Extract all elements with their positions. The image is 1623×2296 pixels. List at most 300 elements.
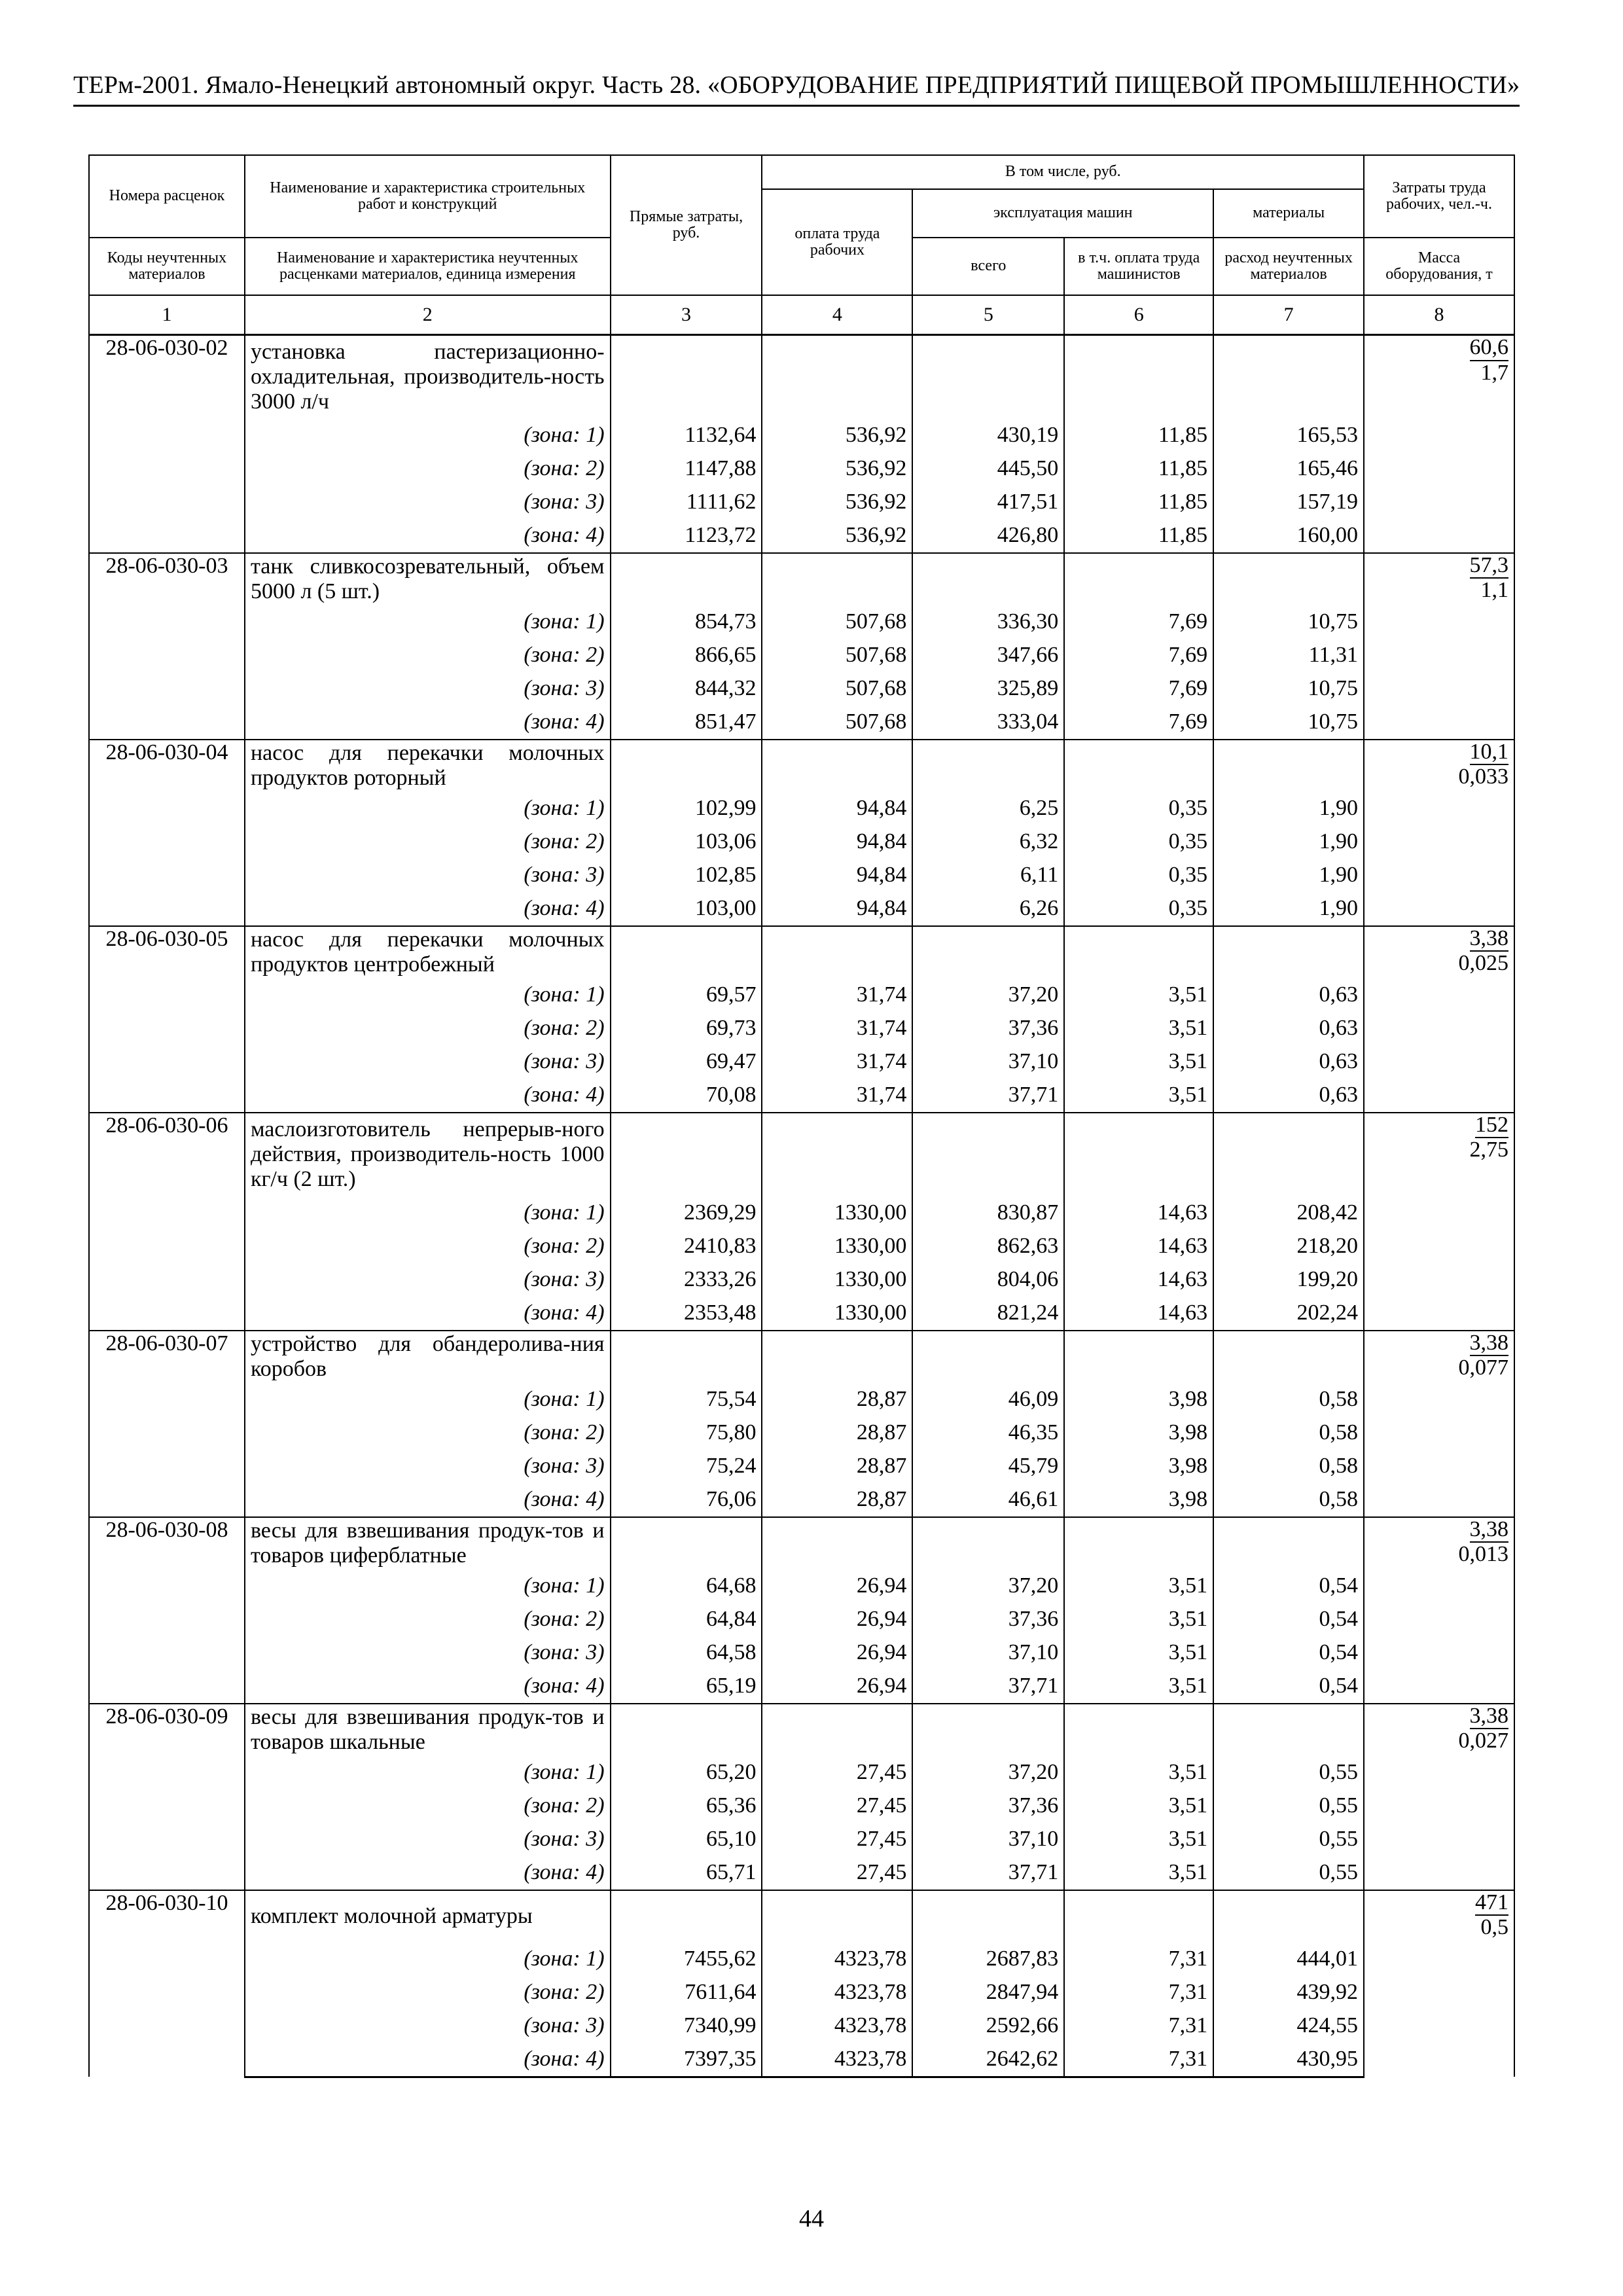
equipment-mass-value: 2,75 <box>1469 1138 1508 1162</box>
materials-usage-value: 10,75 <box>1213 672 1364 706</box>
rate-entry-row <box>89 553 1514 605</box>
machines-total-value: 2847,94 <box>912 1976 1064 2009</box>
worker-pay-value: 28,87 <box>762 1416 912 1450</box>
machinist-pay-value: 3,51 <box>1064 1856 1213 1890</box>
labor-mass-fraction <box>1364 1890 1514 2077</box>
zone-label: (зона: 1) <box>245 1570 611 1603</box>
machinist-pay-value: 0,35 <box>1064 792 1213 825</box>
materials-usage-value: 0,63 <box>1213 1012 1364 1045</box>
zone-label: (зона: 3) <box>245 486 611 519</box>
zone-label: (зона: 4) <box>245 1670 611 1704</box>
table-header <box>89 155 1514 335</box>
worker-pay-value: 536,92 <box>762 486 912 519</box>
col-equipment-mass-head: Масса оборудования, т <box>1364 238 1514 295</box>
worker-pay-value: 94,84 <box>762 792 912 825</box>
machinist-pay-value: 3,51 <box>1064 1603 1213 1636</box>
rate-code: 28-06-030-05 <box>89 926 245 1113</box>
direct-costs-value: 1147,88 <box>611 452 762 486</box>
materials-usage-value: 1,90 <box>1213 892 1364 926</box>
labor-costs-value: 10,1 <box>1470 740 1509 766</box>
direct-costs-value: 2333,26 <box>611 1263 762 1297</box>
machines-total-value: 336,30 <box>912 605 1064 639</box>
machinist-pay-value: 3,51 <box>1064 1570 1213 1603</box>
machinist-pay-value: 7,69 <box>1064 639 1213 672</box>
direct-costs-value: 7455,62 <box>611 1943 762 1976</box>
materials-usage-value: 202,24 <box>1213 1297 1364 1331</box>
machines-total-value: 46,09 <box>912 1383 1064 1416</box>
materials-usage-value: 0,54 <box>1213 1670 1364 1704</box>
labor-costs-value: 3,38 <box>1470 927 1509 952</box>
worker-pay-value: 27,45 <box>762 1756 912 1789</box>
machines-total-value: 37,71 <box>912 1079 1064 1113</box>
rate-entry-row <box>89 740 1514 792</box>
direct-costs-value: 851,47 <box>611 706 762 740</box>
direct-costs-value: 65,20 <box>611 1756 762 1789</box>
column-number: 8 <box>1364 295 1514 335</box>
col-materials-usage-head: расход неучтенных материалов <box>1213 238 1364 295</box>
column-number: 3 <box>611 295 762 335</box>
labor-mass-fraction <box>1364 1704 1514 1890</box>
zone-row <box>89 639 1514 672</box>
materials-usage-value: 439,92 <box>1213 1976 1364 2009</box>
worker-pay-value: 31,74 <box>762 1045 912 1079</box>
machinist-pay-value: 11,85 <box>1064 519 1213 553</box>
zone-label: (зона: 1) <box>245 978 611 1012</box>
rate-description: установка пастеризационно-охладительная, производитель-ность 3000 л/ч <box>245 335 611 419</box>
worker-pay-value: 536,92 <box>762 452 912 486</box>
zone-label: (зона: 3) <box>245 1823 611 1856</box>
direct-costs-value: 64,68 <box>611 1570 762 1603</box>
column-number: 6 <box>1064 295 1213 335</box>
zone-label: (зона: 4) <box>245 1483 611 1517</box>
zone-label: (зона: 1) <box>245 1196 611 1230</box>
rate-entry-row <box>89 926 1514 978</box>
zone-row <box>89 1670 1514 1704</box>
machinist-pay-value: 3,51 <box>1064 1823 1213 1856</box>
direct-costs-value: 76,06 <box>611 1483 762 1517</box>
column-number: 7 <box>1213 295 1364 335</box>
machines-total-value: 804,06 <box>912 1263 1064 1297</box>
machines-total-value: 6,26 <box>912 892 1064 926</box>
materials-usage-value: 0,55 <box>1213 1789 1364 1823</box>
zone-label: (зона: 1) <box>245 1756 611 1789</box>
equipment-mass-value: 1,1 <box>1480 578 1508 603</box>
zone-row <box>89 2043 1514 2077</box>
zone-row <box>89 825 1514 859</box>
materials-usage-value: 0,54 <box>1213 1570 1364 1603</box>
materials-usage-value: 0,55 <box>1213 1856 1364 1890</box>
machinist-pay-value: 3,51 <box>1064 1012 1213 1045</box>
zone-row <box>89 859 1514 892</box>
zone-row <box>89 1823 1514 1856</box>
rate-code: 28-06-030-09 <box>89 1704 245 1890</box>
direct-costs-value: 1123,72 <box>611 519 762 553</box>
rate-code: 28-06-030-04 <box>89 740 245 926</box>
zone-row <box>89 706 1514 740</box>
zone-row <box>89 605 1514 639</box>
zone-row <box>89 452 1514 486</box>
table-body <box>89 335 1514 2077</box>
worker-pay-value: 1330,00 <box>762 1263 912 1297</box>
col-machinist-pay-head: в т.ч. оплата труда машинистов <box>1064 238 1213 295</box>
labor-mass-fraction <box>1364 1113 1514 1331</box>
zone-label: (зона: 3) <box>245 2009 611 2043</box>
labor-mass-fraction <box>1364 740 1514 926</box>
materials-usage-value: 0,63 <box>1213 1045 1364 1079</box>
rate-description: насос для перекачки молочных продуктов роторный <box>245 740 611 792</box>
machines-total-value: 325,89 <box>912 672 1064 706</box>
materials-usage-value: 0,63 <box>1213 978 1364 1012</box>
worker-pay-value: 26,94 <box>762 1670 912 1704</box>
rate-entry-row <box>89 1331 1514 1383</box>
zone-label: (зона: 1) <box>245 1383 611 1416</box>
materials-usage-value: 157,19 <box>1213 486 1364 519</box>
machinist-pay-value: 3,51 <box>1064 1045 1213 1079</box>
rate-code: 28-06-030-06 <box>89 1113 245 1331</box>
direct-costs-value: 854,73 <box>611 605 762 639</box>
labor-mass-fraction <box>1364 926 1514 1113</box>
column-number: 4 <box>762 295 912 335</box>
rate-code: 28-06-030-02 <box>89 335 245 553</box>
materials-usage-value: 208,42 <box>1213 1196 1364 1230</box>
zone-row <box>89 1383 1514 1416</box>
direct-costs-value: 102,99 <box>611 792 762 825</box>
equipment-mass-value: 0,077 <box>1458 1355 1508 1380</box>
machines-total-value: 37,36 <box>912 1789 1064 1823</box>
labor-mass-fraction <box>1364 553 1514 740</box>
zone-label: (зона: 2) <box>245 452 611 486</box>
machinist-pay-value: 3,98 <box>1064 1416 1213 1450</box>
direct-costs-value: 102,85 <box>611 859 762 892</box>
zone-row <box>89 1450 1514 1483</box>
zone-row <box>89 1297 1514 1331</box>
machinist-pay-value: 3,98 <box>1064 1383 1213 1416</box>
direct-costs-value: 2369,29 <box>611 1196 762 1230</box>
machines-total-value: 37,71 <box>912 1856 1064 1890</box>
direct-costs-value: 65,19 <box>611 1670 762 1704</box>
machines-total-value: 347,66 <box>912 639 1064 672</box>
machines-total-value: 37,10 <box>912 1045 1064 1079</box>
rate-description: насос для перекачки молочных продуктов центробежный <box>245 926 611 978</box>
labor-costs-value: 3,38 <box>1470 1518 1509 1543</box>
machines-head: эксплуатация машин <box>912 189 1213 238</box>
equipment-mass-value: 1,7 <box>1480 360 1508 385</box>
machinist-pay-value: 3,98 <box>1064 1450 1213 1483</box>
materials-usage-value: 0,54 <box>1213 1636 1364 1670</box>
labor-costs-value: 57,3 <box>1470 554 1509 579</box>
rate-description: комплект молочной арматуры <box>245 1890 611 1943</box>
machines-total-value: 37,20 <box>912 1756 1064 1789</box>
worker-pay-value: 26,94 <box>762 1570 912 1603</box>
materials-usage-value: 0,55 <box>1213 1823 1364 1856</box>
machinist-pay-value: 7,31 <box>1064 1976 1213 2009</box>
rate-code: 28-06-030-03 <box>89 553 245 740</box>
zone-label: (зона: 2) <box>245 825 611 859</box>
materials-usage-value: 1,90 <box>1213 792 1364 825</box>
column-number: 5 <box>912 295 1064 335</box>
direct-costs-value: 69,73 <box>611 1012 762 1045</box>
zone-row <box>89 892 1514 926</box>
machines-total-value: 445,50 <box>912 452 1064 486</box>
machinist-pay-value: 0,35 <box>1064 892 1213 926</box>
machinist-pay-value: 14,63 <box>1064 1297 1213 1331</box>
worker-pay-value: 28,87 <box>762 1383 912 1416</box>
zone-label: (зона: 2) <box>245 1230 611 1263</box>
zone-label: (зона: 2) <box>245 1416 611 1450</box>
machinist-pay-value: 7,31 <box>1064 2009 1213 2043</box>
materials-usage-value: 160,00 <box>1213 519 1364 553</box>
direct-costs-value: 7397,35 <box>611 2043 762 2077</box>
machines-total-value: 426,80 <box>912 519 1064 553</box>
equipment-mass-value: 0,033 <box>1458 764 1508 789</box>
worker-pay-value: 4323,78 <box>762 2043 912 2077</box>
machinist-pay-value: 7,69 <box>1064 706 1213 740</box>
equipment-mass-value: 0,013 <box>1458 1542 1508 1567</box>
zone-row <box>89 792 1514 825</box>
page-number: 44 <box>799 2205 824 2233</box>
zone-label: (зона: 4) <box>245 2043 611 2077</box>
direct-costs-value: 69,57 <box>611 978 762 1012</box>
machines-total-value: 46,61 <box>912 1483 1064 1517</box>
zone-row <box>89 978 1514 1012</box>
labor-mass-fraction <box>1364 1331 1514 1517</box>
rate-entry-row <box>89 1890 1514 1943</box>
worker-pay-value: 507,68 <box>762 605 912 639</box>
zone-label: (зона: 4) <box>245 1079 611 1113</box>
direct-costs-value: 65,71 <box>611 1856 762 1890</box>
machines-total-value: 37,10 <box>912 1823 1064 1856</box>
rate-code: 28-06-030-10 <box>89 1890 245 2077</box>
machinist-pay-value: 3,51 <box>1064 1670 1213 1704</box>
zone-row <box>89 1416 1514 1450</box>
materials-usage-value: 1,90 <box>1213 859 1364 892</box>
zone-label: (зона: 2) <box>245 1976 611 2009</box>
machinist-pay-value: 7,69 <box>1064 605 1213 639</box>
zone-label: (зона: 3) <box>245 859 611 892</box>
col-direct-costs-head: Прямые затраты, руб. <box>611 155 762 295</box>
machinist-pay-value: 3,51 <box>1064 1636 1213 1670</box>
equipment-mass-value: 0,027 <box>1458 1729 1508 1753</box>
machines-total-value: 333,04 <box>912 706 1064 740</box>
machines-total-value: 37,36 <box>912 1603 1064 1636</box>
materials-usage-value: 444,01 <box>1213 1943 1364 1976</box>
machines-total-value: 2642,62 <box>912 2043 1064 2077</box>
rate-description: маслоизготовитель непрерыв-ного действия, производитель-ность 1000 кг/ч (2 шт.) <box>245 1113 611 1196</box>
materials-usage-value: 0,63 <box>1213 1079 1364 1113</box>
machines-total-value: 821,24 <box>912 1297 1064 1331</box>
worker-pay-value: 1330,00 <box>762 1230 912 1263</box>
machinist-pay-value: 14,63 <box>1064 1196 1213 1230</box>
machines-total-value: 37,10 <box>912 1636 1064 1670</box>
worker-pay-value: 507,68 <box>762 672 912 706</box>
direct-costs-value: 65,10 <box>611 1823 762 1856</box>
labor-costs-value: 3,38 <box>1470 1331 1509 1357</box>
labor-costs-value: 471 <box>1475 1891 1508 1916</box>
zone-row <box>89 1045 1514 1079</box>
labor-mass-fraction <box>1364 335 1514 553</box>
rate-entry-row <box>89 1704 1514 1756</box>
direct-costs-value: 1111,62 <box>611 486 762 519</box>
materials-head: материалы <box>1213 189 1364 238</box>
worker-pay-value: 31,74 <box>762 1079 912 1113</box>
direct-costs-value: 2353,48 <box>611 1297 762 1331</box>
worker-pay-value: 31,74 <box>762 1012 912 1045</box>
worker-pay-value: 1330,00 <box>762 1297 912 1331</box>
machinist-pay-value: 7,31 <box>1064 2043 1213 2077</box>
zone-row <box>89 419 1514 452</box>
materials-usage-value: 0,58 <box>1213 1450 1364 1483</box>
zone-row <box>89 1976 1514 2009</box>
worker-pay-value: 4323,78 <box>762 2009 912 2043</box>
direct-costs-value: 75,80 <box>611 1416 762 1450</box>
materials-usage-value: 0,58 <box>1213 1483 1364 1517</box>
machines-total-value: 2592,66 <box>912 2009 1064 2043</box>
materials-usage-value: 165,53 <box>1213 419 1364 452</box>
rate-entry-row <box>89 335 1514 419</box>
machines-total-value: 830,87 <box>912 1196 1064 1230</box>
worker-pay-value: 1330,00 <box>762 1196 912 1230</box>
worker-pay-value: 507,68 <box>762 706 912 740</box>
rate-entry-row <box>89 1113 1514 1196</box>
zone-label: (зона: 4) <box>245 892 611 926</box>
page-header: ТЕРм-2001. Ямало-Ненецкий автономный округ. Часть 28. «ОБОРУДОВАНИЕ ПРЕДПРИЯТИЙ ПИЩЕВОЙ ПРОМЫШЛЕННОСТИ» <box>73 71 1520 107</box>
col-material-names-head: Наименование и характеристика неучтенных расценками материалов, единица измерения <box>245 238 611 295</box>
materials-usage-value: 0,54 <box>1213 1603 1364 1636</box>
zone-row <box>89 1603 1514 1636</box>
direct-costs-value: 64,84 <box>611 1603 762 1636</box>
machinist-pay-value: 11,85 <box>1064 486 1213 519</box>
machines-total-value: 37,71 <box>912 1670 1064 1704</box>
direct-costs-value: 69,47 <box>611 1045 762 1079</box>
rate-code: 28-06-030-08 <box>89 1517 245 1704</box>
direct-costs-value: 866,65 <box>611 639 762 672</box>
machinist-pay-value: 3,98 <box>1064 1483 1213 1517</box>
machines-total-value: 6,11 <box>912 859 1064 892</box>
zone-label: (зона: 4) <box>245 519 611 553</box>
zone-row <box>89 1636 1514 1670</box>
worker-pay-value: 28,87 <box>762 1450 912 1483</box>
zone-row <box>89 1079 1514 1113</box>
zone-label: (зона: 2) <box>245 639 611 672</box>
worker-pay-value: 94,84 <box>762 892 912 926</box>
machines-total-value: 2687,83 <box>912 1943 1064 1976</box>
zone-label: (зона: 2) <box>245 1603 611 1636</box>
zone-label: (зона: 1) <box>245 419 611 452</box>
worker-pay-value: 28,87 <box>762 1483 912 1517</box>
labor-mass-fraction <box>1364 1517 1514 1704</box>
worker-pay-value: 31,74 <box>762 978 912 1012</box>
direct-costs-value: 70,08 <box>611 1079 762 1113</box>
machines-total-value: 862,63 <box>912 1230 1064 1263</box>
machines-total-value: 6,32 <box>912 825 1064 859</box>
materials-usage-value: 0,58 <box>1213 1383 1364 1416</box>
col-work-name-head: Наименование и характеристика строительных работ и конструкций <box>245 155 611 238</box>
direct-costs-value: 7611,64 <box>611 1976 762 2009</box>
labor-costs-value: 3,38 <box>1470 1704 1509 1730</box>
column-number: 2 <box>245 295 611 335</box>
materials-usage-value: 165,46 <box>1213 452 1364 486</box>
rates-table <box>88 154 1515 2078</box>
machinist-pay-value: 7,69 <box>1064 672 1213 706</box>
direct-costs-value: 7340,99 <box>611 2009 762 2043</box>
direct-costs-value: 75,24 <box>611 1450 762 1483</box>
worker-pay-value: 27,45 <box>762 1823 912 1856</box>
machinist-pay-value: 3,51 <box>1064 1079 1213 1113</box>
machines-total-value: 37,36 <box>912 1012 1064 1045</box>
col-machines-total-head: всего <box>912 238 1064 295</box>
column-number: 1 <box>89 295 245 335</box>
zone-label: (зона: 1) <box>245 792 611 825</box>
rate-description: весы для взвешивания продук-тов и товаров циферблатные <box>245 1517 611 1570</box>
zone-row <box>89 1570 1514 1603</box>
direct-costs-value: 1132,64 <box>611 419 762 452</box>
machinist-pay-value: 14,63 <box>1064 1230 1213 1263</box>
machinist-pay-value: 3,51 <box>1064 978 1213 1012</box>
direct-costs-value: 103,00 <box>611 892 762 926</box>
materials-usage-value: 0,55 <box>1213 1756 1364 1789</box>
zone-label: (зона: 3) <box>245 1045 611 1079</box>
zone-label: (зона: 3) <box>245 1263 611 1297</box>
materials-usage-value: 10,75 <box>1213 706 1364 740</box>
equipment-mass-value: 0,025 <box>1458 951 1508 976</box>
equipment-mass-value: 0,5 <box>1480 1915 1508 1940</box>
including-rub-head: В том числе, руб. <box>762 155 1364 189</box>
zone-label: (зона: 3) <box>245 672 611 706</box>
machines-total-value: 37,20 <box>912 1570 1064 1603</box>
worker-pay-value: 27,45 <box>762 1856 912 1890</box>
machines-total-value: 417,51 <box>912 486 1064 519</box>
rate-description: танк сливкосозревательный, объем 5000 л (5 шт.) <box>245 553 611 605</box>
worker-pay-value: 27,45 <box>762 1789 912 1823</box>
column-numbers-row <box>89 295 1514 335</box>
direct-costs-value: 844,32 <box>611 672 762 706</box>
zone-label: (зона: 2) <box>245 1789 611 1823</box>
direct-costs-value: 2410,83 <box>611 1230 762 1263</box>
machines-total-value: 430,19 <box>912 419 1064 452</box>
worker-pay-value: 94,84 <box>762 825 912 859</box>
worker-pay-value: 4323,78 <box>762 1976 912 2009</box>
col-rate-number-head: Номера расценок <box>89 155 245 238</box>
zone-label: (зона: 2) <box>245 1012 611 1045</box>
zone-label: (зона: 4) <box>245 1297 611 1331</box>
worker-pay-value: 94,84 <box>762 859 912 892</box>
rate-description: устройство для обандеролива-ния коробов <box>245 1331 611 1383</box>
worker-pay-value: 507,68 <box>762 639 912 672</box>
rate-code: 28-06-030-07 <box>89 1331 245 1517</box>
zone-row <box>89 486 1514 519</box>
zone-label: (зона: 1) <box>245 1943 611 1976</box>
machinist-pay-value: 11,85 <box>1064 452 1213 486</box>
materials-usage-value: 199,20 <box>1213 1263 1364 1297</box>
direct-costs-value: 64,58 <box>611 1636 762 1670</box>
zone-row <box>89 1943 1514 1976</box>
rate-description: весы для взвешивания продук-тов и товаров шкальные <box>245 1704 611 1756</box>
worker-pay-value: 536,92 <box>762 419 912 452</box>
materials-usage-value: 424,55 <box>1213 2009 1364 2043</box>
zone-row <box>89 1263 1514 1297</box>
zone-row <box>89 1196 1514 1230</box>
materials-usage-value: 10,75 <box>1213 605 1364 639</box>
labor-costs-value: 152 <box>1475 1113 1508 1139</box>
zone-row <box>89 1483 1514 1517</box>
materials-usage-value: 11,31 <box>1213 639 1364 672</box>
zone-label: (зона: 3) <box>245 1636 611 1670</box>
zone-label: (зона: 4) <box>245 1856 611 1890</box>
zone-row <box>89 1230 1514 1263</box>
machinist-pay-value: 0,35 <box>1064 859 1213 892</box>
zone-label: (зона: 1) <box>245 605 611 639</box>
zone-row <box>89 672 1514 706</box>
